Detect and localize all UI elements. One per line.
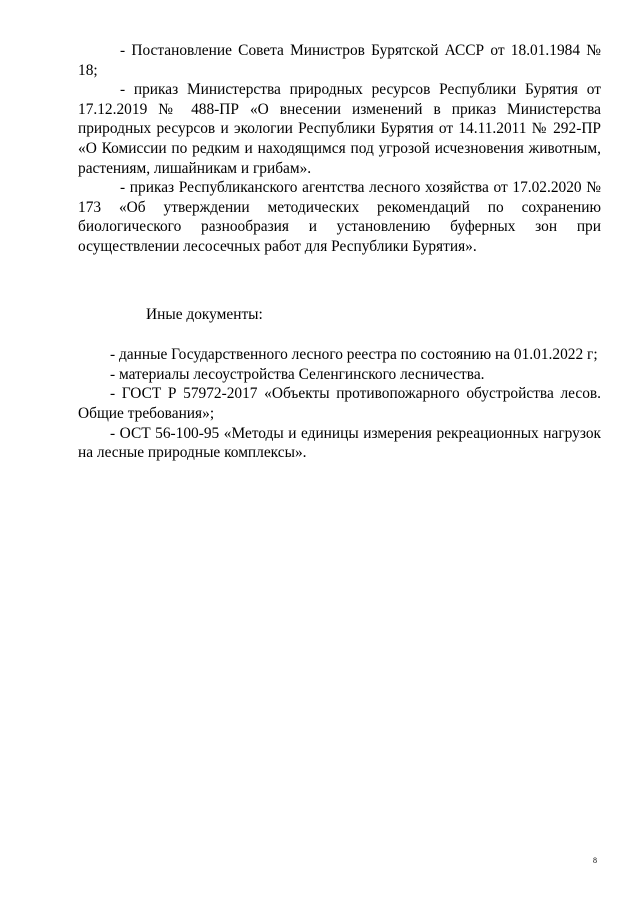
section-spacer <box>78 257 601 305</box>
page-number: 8 <box>593 856 597 865</box>
other-document-item: - ОСТ 56-100-95 «Методы и единицы измерения рекреационных нагрузок на лесные природные комплексы». <box>78 424 601 462</box>
other-document-item: - материалы лесоустройства Селенгинского лесничества. <box>110 365 485 383</box>
other-documents-heading: Иные документы: <box>146 305 263 323</box>
legal-act-item: - Постановление Совета Министров Бурятской АССР от 18.01.1984 № 18; <box>78 42 601 79</box>
other-document-item: - данные Государственного лесного реестра по состоянию на 01.01.2022 г; <box>110 346 598 364</box>
other-document-item: - ГОСТ Р 57972-2017 «Объекты противопожарного обустройства лесов. Общие требования»; <box>78 385 601 422</box>
section-spacer <box>78 324 601 345</box>
document-body <box>78 41 601 463</box>
legal-act-item: - приказ Министерства природных ресурсов Республики Бурятия от 17.12.2019 № 488-ПР «О внесении изменений в приказ Министерства природных ресурсов и экологии Республики Бурятия от 14.11.2011 № 292-ПР «О Комиссии по редким и находящимся под угрозой исчезновения животным, растениям, лишайникам и грибам». <box>78 81 601 177</box>
legal-act-item: - приказ Республиканского агентства лесного хозяйства от 17.02.2020 № 173 «Об утверждении методических рекомендаций по сохранению биологического разнообразия и установлению буферных зон при осуществлении лесосечных работ для Республики Бурятия». <box>78 179 601 255</box>
